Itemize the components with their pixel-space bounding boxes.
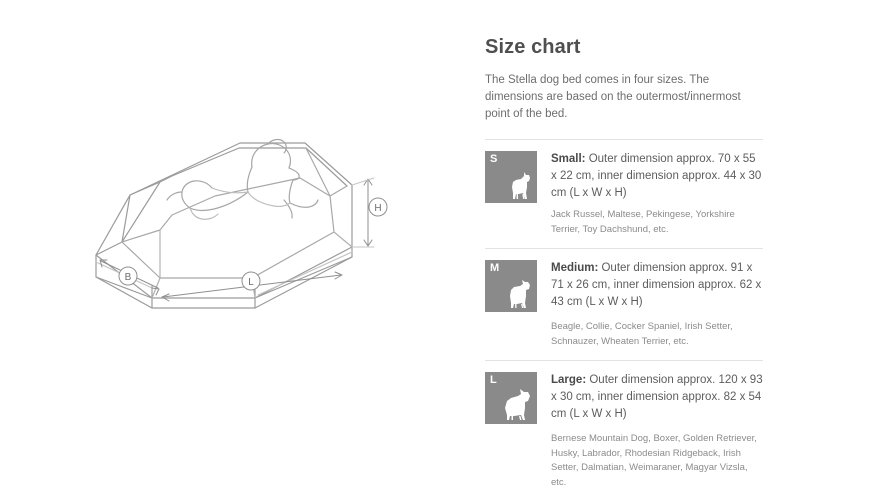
size-text-medium (551, 260, 763, 349)
size-dimensions-large: Outer dimension approx. 120 x 93 x 30 cm, inner dimension approx. 82 x 54 cm (L x W x H) (551, 374, 763, 420)
divider-medium (485, 248, 763, 249)
size-desc-large (551, 372, 763, 423)
size-label-medium: Medium: (551, 262, 599, 274)
size-row-small (485, 151, 826, 237)
intro-text: The Stella dog bed comes in four sizes. The dimensions are based on the outermost/innermost point of the bed. (485, 74, 741, 120)
size-badge-medium (485, 260, 537, 312)
label-h: H (374, 203, 382, 214)
size-text-small (551, 151, 763, 237)
size-dimensions-small: Outer dimension approx. 70 x 55 x 22 cm, inner dimension approx. 44 x 30 cm (L x W x H) (551, 153, 762, 199)
size-row-medium (485, 260, 826, 349)
size-breeds-medium: Beagle, Collie, Cocker Spaniel, Irish Setter, Schnauzer, Wheaten Terrier, etc. (551, 321, 733, 347)
size-chart-panel (470, 0, 886, 498)
dimension-label-height (369, 198, 387, 216)
size-label-small: Small: (551, 153, 586, 165)
label-l: L (248, 277, 254, 288)
size-badge-letter: S (490, 153, 498, 165)
dog-silhouette-large-icon (500, 388, 534, 422)
divider-small (485, 139, 763, 140)
size-desc-small (551, 151, 763, 202)
size-desc-medium (551, 260, 763, 311)
size-row-large (485, 372, 826, 490)
size-badge-letter: L (490, 374, 497, 386)
dimension-label-length (242, 272, 260, 290)
dog-silhouette-medium-icon (504, 278, 534, 310)
size-breeds-small: Jack Russel, Maltese, Pekingese, Yorkshire Terrier, Toy Dachshund, etc. (551, 209, 735, 235)
size-label-large: Large: (551, 374, 587, 386)
divider-large (485, 360, 763, 361)
size-breeds-large: Bernese Mountain Dog, Boxer, Golden Retriever, Husky, Labrador, Rhodesian Ridgeback, Irish Setter, Dalmatian, Weimaraner, Magyar Vizsla, etc. (551, 433, 757, 488)
size-badge-letter: M (490, 262, 500, 274)
label-b: B (124, 272, 132, 283)
size-text-large (551, 372, 763, 490)
size-badge-large (485, 372, 537, 424)
dog-silhouette-small-icon (504, 169, 534, 201)
dimension-label-width (119, 267, 137, 285)
size-dimensions-medium: Outer dimension approx. 91 x 71 x 26 cm, inner dimension approx. 62 x 43 cm (L x W x H) (551, 262, 762, 308)
page-title: Size chart (485, 36, 581, 58)
size-badge-small (485, 151, 537, 203)
